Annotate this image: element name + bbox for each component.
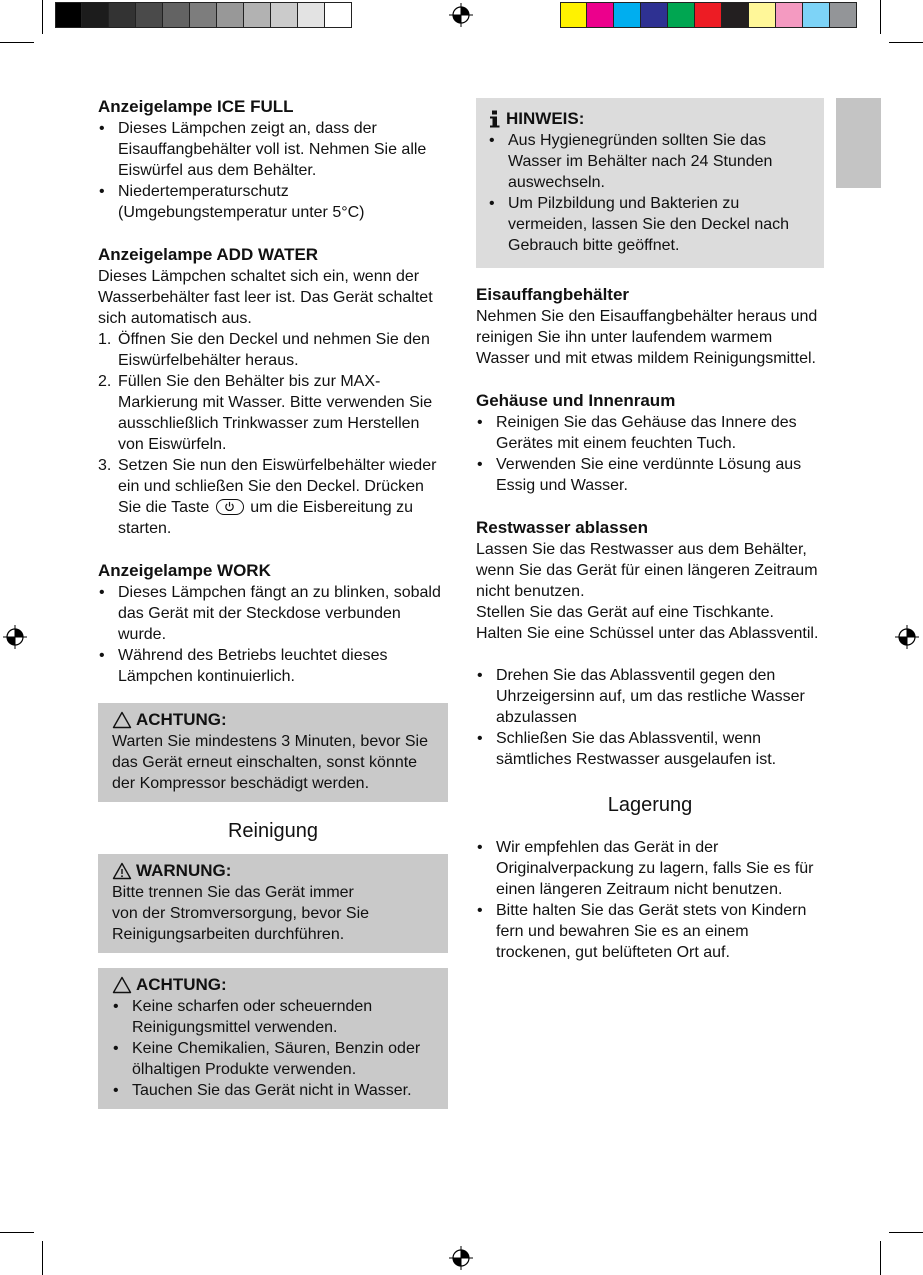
list-item: • Keine Chemikalien, Säuren, Benzin oder ölhaltigen Produkte verwenden. bbox=[112, 1038, 434, 1080]
chapter-title: Lagerung bbox=[607, 794, 693, 816]
warning-triangle-icon bbox=[112, 976, 132, 994]
section-restwasser bbox=[476, 517, 824, 770]
gray-swatch bbox=[244, 2, 271, 28]
color-swatch bbox=[560, 2, 587, 28]
power-button-icon bbox=[216, 499, 244, 515]
list-item: • Um Pilzbildung und Bakterien zu vermeiden, lassen Sie den Deckel nach Gebrauch bitte geöffnet. bbox=[488, 193, 812, 256]
list-item: • Keine scharfen oder scheuernden Reinigungsmittel verwenden. bbox=[112, 996, 434, 1038]
gray-swatch bbox=[109, 2, 136, 28]
registration-mark-icon bbox=[895, 625, 919, 649]
list-item: • Schließen Sie das Ablassventil, wenn sämtliches Restwasser ausgelaufen ist. bbox=[476, 728, 824, 770]
chapter-title: Reinigung bbox=[227, 820, 319, 842]
color-swatch bbox=[641, 2, 668, 28]
box-title: WARNUNG: bbox=[136, 861, 232, 880]
list-item: • Dieses Lämpchen fängt an zu blinken, sobald das Gerät mit der Steckdose verbunden wurde. bbox=[98, 582, 448, 645]
list-item: • Niedertemperaturschutz (Umgebungstemperatur unter 5°C) bbox=[98, 181, 448, 223]
crop-mark bbox=[880, 1241, 881, 1275]
gray-swatch bbox=[271, 2, 298, 28]
warning-triangle-icon bbox=[112, 711, 132, 729]
list-item: • Verwenden Sie eine verdünnte Lösung aus Essig und Wasser. bbox=[476, 454, 824, 496]
section-title: Eisauffangbehälter bbox=[476, 285, 630, 304]
list-item: 3. Setzen Sie nun den Eiswürfelbehälter wieder ein und schließen Sie den Deckel. Drücken Sie die Taste um die Eisbereitung zu starten. bbox=[98, 457, 437, 537]
paragraph: Nehmen Sie den Eisauffangbehälter heraus und reinigen Sie ihn unter laufendem warmem Wasser und mit etwas mildem Reinigungsmittel. bbox=[476, 308, 818, 367]
left-column bbox=[98, 96, 448, 1109]
gray-swatch bbox=[82, 2, 109, 28]
warning-triangle-icon bbox=[112, 862, 132, 880]
registration-mark-icon bbox=[449, 3, 473, 27]
list-item: • Drehen Sie das Ablassventil gegen den Uhrzeigersinn auf, um das restliche Wasser abzulassen bbox=[476, 665, 824, 728]
crop-mark bbox=[42, 0, 43, 34]
registration-mark-icon bbox=[3, 625, 27, 649]
list-item: • Reinigen Sie das Gehäuse das Innere des Gerätes mit einem feuchten Tuch. bbox=[476, 412, 824, 454]
section-title: Anzeigelampe WORK bbox=[98, 561, 271, 580]
list-item: • Wir empfehlen das Gerät in der Originalverpackung zu lagern, falls Sie es für einen längeren Zeitraum nicht benutzen. bbox=[476, 837, 824, 900]
section-gehaeuse bbox=[476, 390, 824, 496]
gray-swatch bbox=[298, 2, 325, 28]
box-title: HINWEIS: bbox=[506, 109, 585, 128]
section-title: Anzeigelampe ICE FULL bbox=[98, 97, 294, 116]
hinweis-box bbox=[476, 98, 824, 268]
crop-mark bbox=[0, 42, 34, 43]
language-tab bbox=[836, 98, 881, 188]
section-eisauffang bbox=[476, 284, 824, 369]
paragraph: Bitte trennen Sie das Gerät immer von der Stromversorgung, bevor Sie Reinigungsarbeiten durchführen. bbox=[112, 884, 370, 943]
gray-swatch bbox=[190, 2, 217, 28]
color-swatch bbox=[695, 2, 722, 28]
section-title: Restwasser ablassen bbox=[476, 518, 648, 537]
section-title: Gehäuse und Innenraum bbox=[476, 391, 676, 410]
list-item: 2. Füllen Sie den Behälter bis zur MAX-Markierung mit Wasser. Bitte verwenden Sie ausschließlich Trinkwasser zum Herstellen von Eiswürfeln. bbox=[98, 373, 433, 453]
box-title: ACHTUNG: bbox=[136, 710, 227, 729]
color-swatch bbox=[722, 2, 749, 28]
gray-swatch bbox=[325, 2, 352, 28]
right-column bbox=[476, 98, 824, 963]
gray-swatch bbox=[55, 2, 82, 28]
paragraph: Warten Sie mindestens 3 Minuten, bevor Sie das Gerät erneut einschalten, sonst könnte der Kompressor beschädigt werden. bbox=[112, 733, 429, 792]
paragraph: Stellen Sie das Gerät auf eine Tischkante. Halten Sie eine Schüssel unter das Ablassventil. bbox=[476, 604, 819, 642]
paragraph: Lassen Sie das Restwasser aus dem Behälter, wenn Sie das Gerät für einen längeren Zeitraum nicht benutzen. bbox=[476, 541, 818, 600]
color-swatch bbox=[587, 2, 614, 28]
gray-swatch bbox=[217, 2, 244, 28]
achtung-box bbox=[98, 968, 448, 1109]
crop-mark bbox=[42, 1241, 43, 1275]
gray-swatch bbox=[163, 2, 190, 28]
paragraph: Dieses Lämpchen schaltet sich ein, wenn der Wasserbehälter fast leer ist. Das Gerät schaltet sich automatisch aus. bbox=[98, 268, 433, 327]
grayscale-color-bar bbox=[55, 2, 352, 28]
list-item: 1. Öffnen Sie den Deckel und nehmen Sie den Eiswürfelbehälter heraus. bbox=[98, 331, 430, 369]
color-swatch bbox=[830, 2, 857, 28]
process-color-bar bbox=[560, 2, 857, 28]
crop-mark bbox=[889, 42, 923, 43]
list-item: • Während des Betriebs leuchtet dieses Lämpchen kontinuierlich. bbox=[98, 645, 448, 687]
crop-mark bbox=[0, 1232, 34, 1233]
list-item: • Bitte halten Sie das Gerät stets von Kindern fern und bewahren Sie es an einem trockenen, gut belüfteten Ort auf. bbox=[476, 900, 824, 963]
color-swatch bbox=[776, 2, 803, 28]
registration-mark-icon bbox=[449, 1246, 473, 1270]
crop-mark bbox=[880, 0, 881, 34]
info-icon bbox=[488, 110, 502, 128]
color-swatch bbox=[749, 2, 776, 28]
achtung-box bbox=[98, 703, 448, 802]
box-title: ACHTUNG: bbox=[136, 975, 227, 994]
section-work bbox=[98, 560, 448, 687]
list-item: • Aus Hygienegründen sollten Sie das Wasser im Behälter nach 24 Stunden auswechseln. bbox=[488, 130, 812, 193]
warnung-box bbox=[98, 854, 448, 953]
section-title: Anzeigelampe ADD WATER bbox=[98, 245, 319, 264]
section-ice-full bbox=[98, 96, 448, 223]
gray-swatch bbox=[136, 2, 163, 28]
crop-mark bbox=[889, 1232, 923, 1233]
list-item: • Dieses Lämpchen zeigt an, dass der Eisauffangbehälter voll ist. Nehmen Sie alle Eiswürfel aus dem Behälter. bbox=[98, 118, 448, 181]
list-item: • Tauchen Sie das Gerät nicht in Wasser. bbox=[112, 1080, 434, 1101]
color-swatch bbox=[614, 2, 641, 28]
color-swatch bbox=[668, 2, 695, 28]
lagerung-list bbox=[476, 837, 824, 963]
section-add-water bbox=[98, 244, 448, 539]
color-swatch bbox=[803, 2, 830, 28]
